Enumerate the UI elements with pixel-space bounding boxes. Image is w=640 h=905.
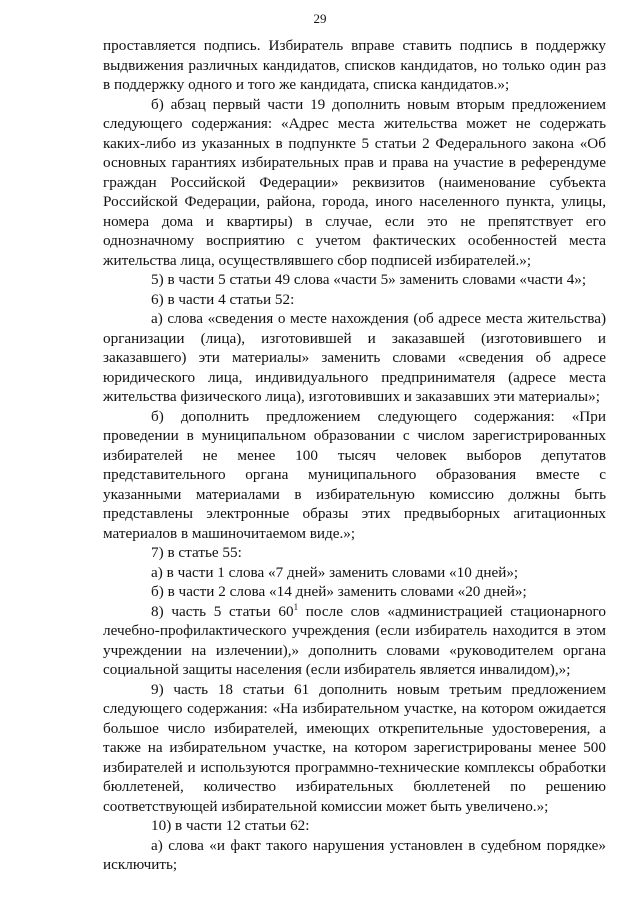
paragraph-item-6b: б) дополнить предложением следующего содержания: «При проведении в муниципальном образовании с числом зарегистрированных избирателей не менее 100 тысяч человек выборов депутатов представительного органа муниципального образования вместе с указанными материалами в избирательную комиссию должны быть представлены электронные образы этих предвыборных агитационных материалов в машиночитаемом виде.»; — [103, 407, 606, 542]
paragraph-item-5: 5) в части 5 статьи 49 слова «части 5» заменить словами «части 4»; — [151, 271, 587, 288]
paragraph-item-7b: б) в части 2 слова «14 дней» заменить словами «20 дней»; — [151, 583, 527, 600]
paragraph-item-10a: а) слова «и факт такого нарушения установлен в судебном порядке» исключить; — [103, 836, 606, 873]
paragraph-item-10: 10) в части 12 статьи 62: — [151, 817, 310, 834]
paragraph-item-6: 6) в части 4 статьи 52: — [151, 290, 295, 308]
paragraph-continuation: проставляется подпись. Избиратель вправе ставить подпись в поддержку выдвижения различных кандидатов, списков кандидатов, но только один раз в поддержку одного и того же кандидата, списка кандидатов.»; — [103, 37, 606, 93]
paragraph-item-9: 9) часть 18 статьи 61 дополнить новым третьим предложением следующего содержания: «На избирательном участке, на котором ожидается большое число избирателей, имеющих открепительные удостоверения, а также на избирательном участке, на котором зарегистрированы менее 500 избирателей и используются программно-технические комплексы обработки бюллетеней, количество избирательных бюллетеней по решению соответствующей избирательной комиссии может быть увеличено.»; — [103, 680, 606, 815]
item-8-text-start: 8) часть 5 статьи 60 — [151, 602, 294, 620]
paragraph-item-8 — [103, 602, 606, 680]
document-body — [103, 36, 606, 875]
item-8-superscript: 1 — [293, 601, 299, 612]
paragraph-item-7: 7) в статье 55: — [151, 544, 242, 561]
page-number: 29 — [313, 11, 327, 26]
item-8-text-end: после слов «администрацией стационарного лечебно-профилактического учреждения (если избиратель находится в этом учреждении на излечении),» дополнить словами «руководителем органа социальной защиты населения (если избиратель является инвалидом),»; — [103, 602, 607, 678]
paragraph-4b-part-19: б) абзац первый части 19 дополнить новым вторым предложением следующего содержания: «Адрес места жительства может не содержать каких-либо из указанных в подпункте 5 статьи 2 Федерального закона «Об основных гарантиях избирательных прав и права на участие в референдуме граждан Российской Федерации» реквизитов (наименование субъекта Российской Федерации, района, города, иного населенного пункта, улицы, номера дома и квартиры) в случае, если это не препятствует его однозначному восприятию с учетом фактических особенностей места жительства лица, осуществлявшего сбор подписей избирателей.»; — [103, 95, 606, 269]
paragraph-item-6a: а) слова «сведения о месте нахождения (об адресе места жительства) организации (лица), изготовившей и заказавшей (изготовившего и заказавшего) эти материалы» заменить словами «сведения об адресе юридического лица, индивидуального предпринимателя (адресе места жительства физического лица), изготовивших и заказавших эти материалы»; — [103, 310, 606, 405]
paragraph-item-7a: а) в части 1 слова «7 дней» заменить словами «10 дней»; — [151, 563, 519, 581]
